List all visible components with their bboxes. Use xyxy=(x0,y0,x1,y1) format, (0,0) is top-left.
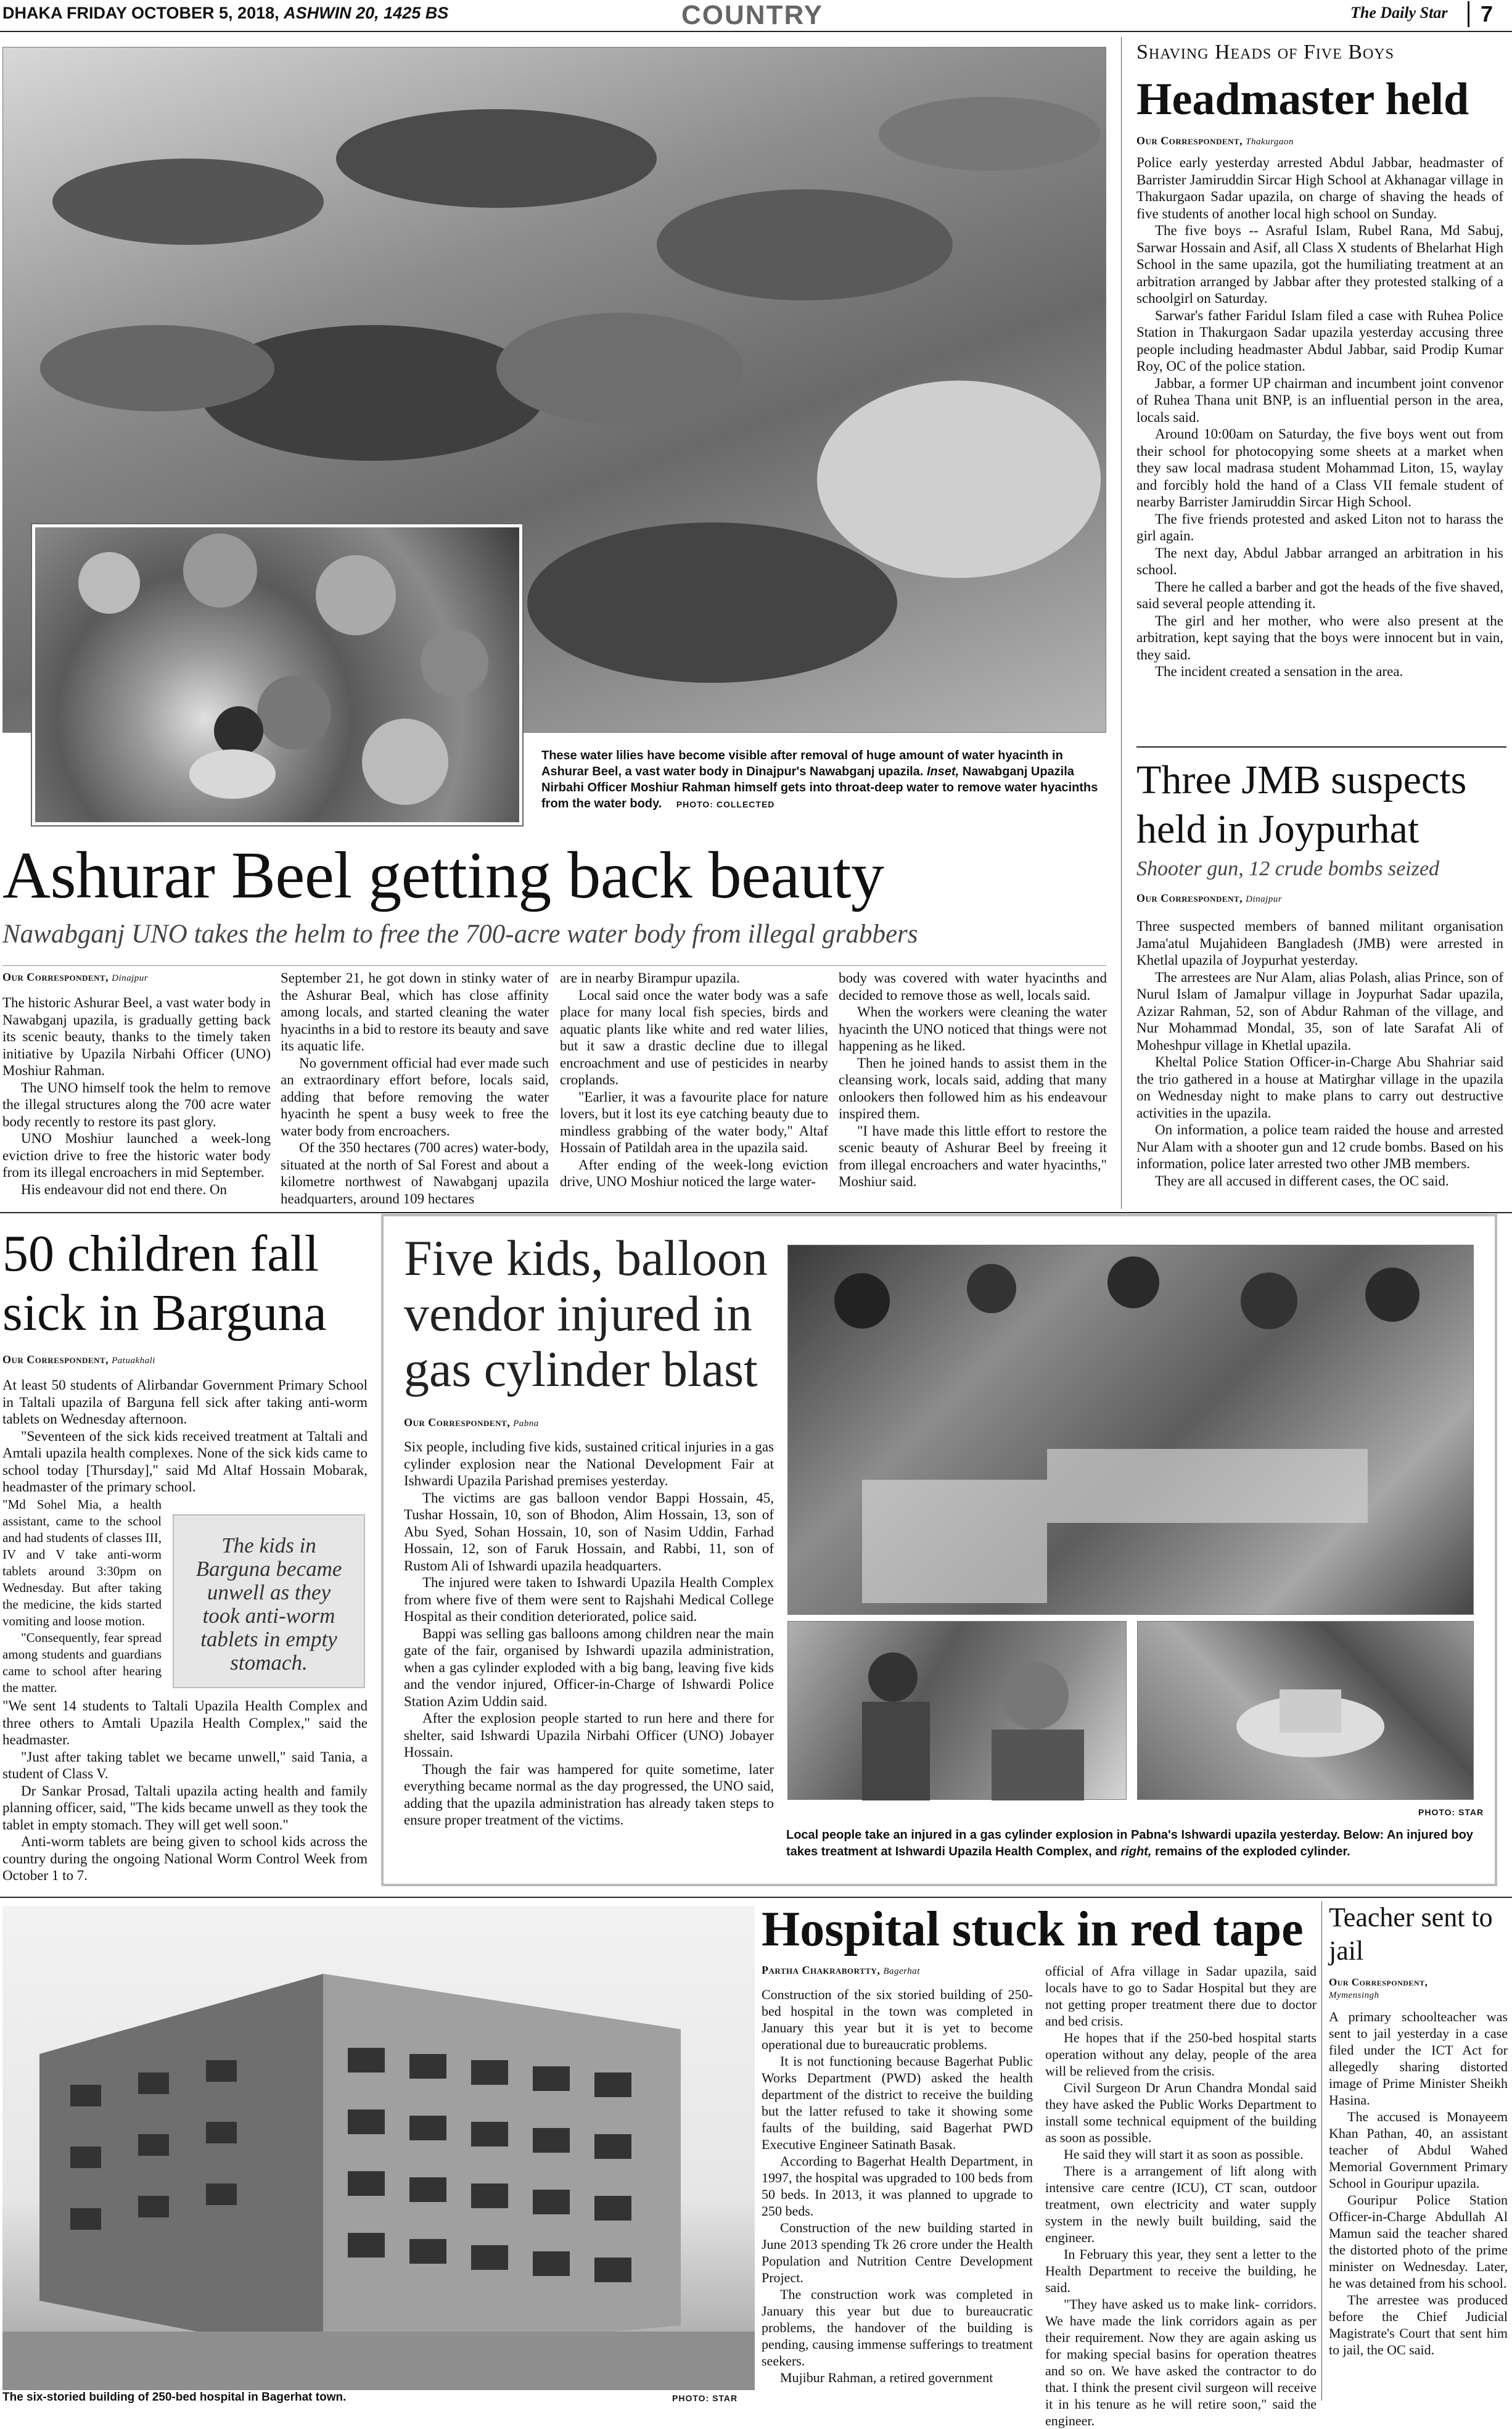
teacher-byline: Our Correspondent, Mymensingh xyxy=(1329,1976,1428,2000)
building-graphic xyxy=(2,1906,755,2390)
barguna-headline: 50 children fall sick in Barguna xyxy=(2,1225,327,1342)
hospital-col-2: official of Afra village in Sadar upazila, said locals have to go to Sadar Hospital but they are not getting proper treatment there due to doctor and bed crisis. He hopes that if the 250-bed hospital starts operation without any delay, people of the area will be relieved from the crisis. Civil Surgeon Dr Arun Chandra Mondal said they have asked the Public Works Department to install some technical equipment of the building as soon as possible. He said they will start it as soon as possible. There is a arrangement of lift along with intensive care centre (ICU), CT scan, outdoor treatment, own electricity and water supply system in the newly built building, said the engineer. In February this year, they sent a letter to the Health Department to receive the building, he said. "They have asked us to make link- corridors. We have made the link corridors again as per their requirement. Now they are again asking us for making special basins for operation theatres and so on. We have asked the contractor to do that. I think the present civil surgeon will receive it in his tenure as he will retire soon," said the engineer. xyxy=(1045,1963,1317,2428)
barguna-body-bottom: "We sent 14 students to Taltali Upazila Health Complex and three others to Amtali Upazila Health Complex," said the headmaster. "Just after taking tablet we became unwell," said Tania, a student of Class V. Dr Sankar Prosad, Taltali upazila acting health and family planning officer, said, "The kids became unwell as they took the tablet in empty stomach. They will get well soon." Anti-worm tablets are being given to school kids across the country during the ongoing National Worm Control Week from October 1 to 7. xyxy=(2,1698,368,1883)
hospital-photo-credit: PHOTO: STAR xyxy=(672,2393,738,2403)
bottom-rule xyxy=(0,1897,1512,1898)
hospital-photo-caption: The six-storied building of 250-bed hospital in Bagerhat town. xyxy=(2,2391,347,2404)
masthead-rule xyxy=(0,31,1512,32)
ashurar-col-3: are in nearby Birampur upazila. Local said once the water body was a safe place for many local fish species, birds and aquatic plants like white and red water lilies, but it saw a drastic decline due to illegal encroachment and use of pesticides in nearby croplands. "Earlier, it was a favourite place for nature lovers, but it lost its eye catching beauty due to mindless grabbing of the water body," Altaf Hossain of Patildah area in the upazila said. After ending of the week-long eviction drive, UNO Moshiur noticed the large water- xyxy=(560,970,828,1189)
ashurar-photo-caption: These water lilies have become visible after removal of huge amount of water hyacinth in Ashurar Beel, a vast water body in Dinajpur's Nawabganj upazila. Inset, Nawabganj Upazila Nirbahi Officer Moshiur Rahman himself gets into throat-deep water to remove water hyacinths from the water body. PHOTO: COLLECTED xyxy=(541,749,1098,810)
right-column-divider xyxy=(1121,37,1122,1209)
barguna-body-top: At least 50 students of Alirbandar Government Primary School in Taltali upazila of Barguna fell sick after taking anti-worm tablets on Wednesday afternoon. "Seventeen of the sick kids received treatment at Taltali and Amtali upazila health complexes. None of the sick kids came to school today [Thursday]," said Md Altaf Hossain Mobarak, headmaster of the primary school. xyxy=(2,1377,368,1495)
cylinder-graphic xyxy=(1138,1622,1474,1800)
ashurar-col-4: body was covered with water hyacinths and decided to remove those as well, locals said. When the workers were cleaning the water hyacinth the UNO noticed that things were not happening as he liked. Then he joined hands to assist them in the cleansing work, locals said, adding that many onlookers then followed him as his endeavour inspired them. "I have made this little effort to restore the scenic beauty of Ashurar Beel by freeing it from illegal encroachers and water hyacinths," Moshiur said. xyxy=(839,970,1107,1189)
masthead xyxy=(0,0,1512,31)
page-number: 7 xyxy=(1468,1,1493,27)
blast-byline: Our Correspondent, Pabna xyxy=(404,1416,539,1429)
teacher-body: A primary schoolteacher was sent to jail yesterday in a case filed under the ICT Act for allegedly sharing distorted image of Prime Minister Sheikh Hasina. The accused is Monayeem Khan Pathan, 40, an assistant teacher of Abdul Wahed Memorial Government Primary School in Gouripur upazila. Gouripur Police Station Officer-in-Charge Abdullah Al Mamun said the teacher shared the distorted photo of the prime minister on Wednesday. Later, he was detained from his school. The arrestee was produced before the Chief Judicial Magistrate's Court that sent him to jail, the OC said. xyxy=(1329,2009,1508,2357)
hospital-headline: Hospital stuck in red tape xyxy=(762,1902,1304,1957)
ashurar-rule xyxy=(2,965,1106,966)
blast-headline: Five kids, balloon vendor injured in gas cylinder blast xyxy=(404,1230,768,1397)
blast-caption: Local people take an injured in a gas cylinder explosion in Pabna's Ishwardi upazila yesterday. Below: An injured boy takes treatment at Ishwardi Upazila Health Complex, and right, remains of the exploded cylinder. xyxy=(786,1828,1473,1858)
section-title: COUNTRY xyxy=(681,0,823,30)
blast-main-photo xyxy=(787,1245,1474,1615)
injured-boy-photo xyxy=(787,1621,1127,1800)
boy-graphic xyxy=(788,1622,1127,1800)
ashurar-col-1: The historic Ashurar Beel, a vast water body in Nawabganj upazila, is gradually getting back its scenic beauty, thanks to the timely taken initiative by Upazila Nirbahi Officer (UNO) Moshiur Rahman. The UNO himself took the helm to remove the illegal structures along the 700 acre water body recently to restore its past glory. UNO Moshiur launched a week-long eviction drive to free the historic water body from its illegal encroachers in mid September. His endeavour did not end there. On xyxy=(2,995,271,1197)
hyacinth-graphic xyxy=(35,527,522,823)
hospital-byline: Partha Chakrabortty, Bagerhat xyxy=(762,1964,920,1976)
blast-photo-credit: PHOTO: STAR xyxy=(1418,1807,1484,1817)
headmaster-headline: Headmaster held xyxy=(1136,74,1469,125)
barguna-body-narrow: "Md Sohel Mia, a health assistant, came to the school and had students of classes III, IV and V take anti-worm tablets around 3:30pm on Wednesday. But after taking the medicine, the kids started vomiting and loose motion. "Consequently, fear spread among students and guardians came to school after hearing the matter. xyxy=(2,1497,162,1695)
dateline: DHAKA FRIDAY OCTOBER 5, 2018, ASHWIN 20, 1425 BS xyxy=(2,4,449,22)
hospital-building-photo xyxy=(2,1906,755,2390)
headmaster-kicker: Shaving Heads of Five Boys xyxy=(1136,41,1394,64)
blast-body: Six people, including five kids, sustained critical injuries in a gas cylinder explosion near the National Development Fair at Ishwardi Upazila Parishad premises yesterday. The victims are gas balloon vendor Bappi Hossain, 45, Tushar Hossain, 10, son of Bhodon, Alim Hossain, 13, son of Abu Syed, Sohan Hossain, 10, son of Nasim Uddin, Farhad Hossain, 12, son of Faruk Hossain, and Rabbi, 11, son of Rustom Ali of Ishwardi upazila headquarters. The injured were taken to Ishwardi Upazila Health Complex from where five of them were sent to Rajshahi Medical College Hospital as their condition deteriorated, police said. Bappi was selling gas balloons among children near the main gate of the fair, organised by Ishwardi upazila administration, when a gas cylinder exploded with a big bang, leaving five kids and the vendor injured, Officer-in-Charge of Ishwardi Police Station Azim Uddin said. After the explosion people started to run here and there for shelter, said Ishwardi Upazila Nirbahi Officer (UNO) Jobayer Hossain. Though the fair was hampered for quite sometime, later everything became normal as the day progressed, the UNO said, adding that the upazila administration has already taken steps to ensure proper treatment of the victims. xyxy=(404,1439,774,1828)
barguna-byline: Our Correspondent, Patuakhali xyxy=(2,1353,155,1366)
jmb-headline: Three JMB suspects held in Joypurhat xyxy=(1136,757,1467,852)
barguna-pullquote: The kids in Barguna became unwell as they took anti-worm tablets in empty stomach. xyxy=(173,1514,365,1688)
jmb-byline: Our Correspondent, Dinajpur xyxy=(1136,892,1283,904)
jmb-subhead: Shooter gun, 12 crude bombs seized xyxy=(1136,857,1440,880)
headmaster-body: Police early yesterday arrested Abdul Jabbar, headmaster of Barrister Jamiruddin Sircar High School at Akhanagar village in Thakurgaon Sadar upazila, on charge of shaving the heads of five students of another local high school on Sunday. The five boys -- Asraful Islam, Rubel Rana, Md Sabuj, Sarwar Hossain and Asif, all Class X students of Bhelarhat High School in the same upazila, got the humiliating treatment at an arbitration arranged by Jabbar after they protested stalking of a schoolgirl on Saturday. Sarwar's father Faridul Islam filed a case with Ruhea Police Station in Thakurgaon Sadar upazila yesterday accusing three people including headmaster Abdul Jabbar, said Prodip Kumar Roy, OC of the police station. Jabbar, a former UP chairman and incumbent joint convenor of Ruhea Thana unit BNP, is an influential person in the area, locals said. Around 10:00am on Saturday, the five boys went out from their school for photocopying some sheets at a market when they saw local madrasa student Mohammad Liton, 15, waylay and forcibly hold the hand of a Class VII female student of nearby Barrister Jamiruddin Sircar High School. The five friends protested and asked Liton not to harass the girl again. The next day, Abdul Jabbar arranged an arbitration in his school. There he called a barber and got the heads of the five shaved, said several people attending it. The girl and her mother, who were also present at the arbitration, kept saying that the boys were innocent but in vain, they said. The incident created a sensation in the area. xyxy=(1136,155,1503,679)
teacher-headline: Teacher sent to jail xyxy=(1329,1902,1493,1966)
photo-credit: PHOTO: COLLECTED xyxy=(676,799,775,809)
jmb-rule xyxy=(1136,746,1506,748)
ashurar-subhead: Nawabganj UNO takes the helm to free the 700-acre water body from illegal grabbers xyxy=(2,920,918,949)
headmaster-byline: Our Correspondent, Thakurgaon xyxy=(1136,134,1294,147)
mid-rule xyxy=(0,1212,1512,1213)
crowd-graphic xyxy=(788,1245,1474,1615)
ashurar-byline: Our Correspondent, Dinajpur xyxy=(2,971,149,983)
uno-inset-photo xyxy=(32,524,522,825)
paper-logo: The Daily Star xyxy=(1350,4,1448,22)
hospital-col-1: Construction of the six storied building of 250-bed hospital in the town was completed in January this year but it is yet to become operational due to bureaucratic problems. It is not functioning because Bagerhat Public Works Department (PWD) asked the health department of the district to receive the building but the latter refused to take it showing some faults of the building, said Bagerhat PWD Executive Engineer Satinath Basak. According to Bagerhat Health Department, in 1997, the hospital was upgraded to 100 beds from 50 beds. In 2013, it was planned to upgrade to 250 beds. Construction of the new building started in June 2013 spending Tk 26 crore under the Health Population and Nutrition Centre Development Project. The construction work was completed in January this year but due to bureaucratic problems, the handover of the building is pending, causing immense sufferings to treatment seekers. Mujibur Rahman, a retired government xyxy=(762,1987,1033,2385)
cylinder-remains-photo xyxy=(1137,1621,1474,1800)
ashurar-col-2: September 21, he got down in stinky water of the Ashurar Beal, which has close affinity among locals, and started cleaning the water hyacinths in a bid to restore its beauty and save its aquatic life. No government official had ever made such an extraordinary effort before, locals said, adding that before removing the water hyacinth he spent a busy week to free the water body from encroachers. Of the 350 hectares (700 acres) water-body, situated at the north of Sal Forest and about a kilometre northwest of Nawabganj upazila headquarters, around 109 hectares xyxy=(281,970,549,1206)
jmb-body: Three suspected members of banned militant organisation Jama'atul Mujahideen Bangladesh (JMB) were arrested in Khetlal upazila of Joypurhat yesterday. The arrestees are Nur Alam, alias Polash, alias Prince, son of Nurul Islam of Jamalpur village in Joypurhat Sadar upazila, Azizar Rahman, 52, son of Abdur Rahman of the village, and Nur Mohammad Mondal, 35, son of late Sarafat Ali of Moheshpur village in Khetlal upazila. Kheltal Police Station Officer-in-Charge Abu Shahriar said the trio gathered in a house at Matirghar village in the upazila on Wednesday night to make plans to carry out destructive activities in the upazila. On information, a police team raided the house and arrested Nur Alam with a shooter gun and 12 crude bombs. Based on his information, police later arrested two other JMB members. They are all accused in different cases, the OC said. xyxy=(1136,918,1503,1189)
ashurar-headline: Ashurar Beel getting back beauty xyxy=(2,839,884,912)
teacher-divider xyxy=(1321,1901,1322,2401)
